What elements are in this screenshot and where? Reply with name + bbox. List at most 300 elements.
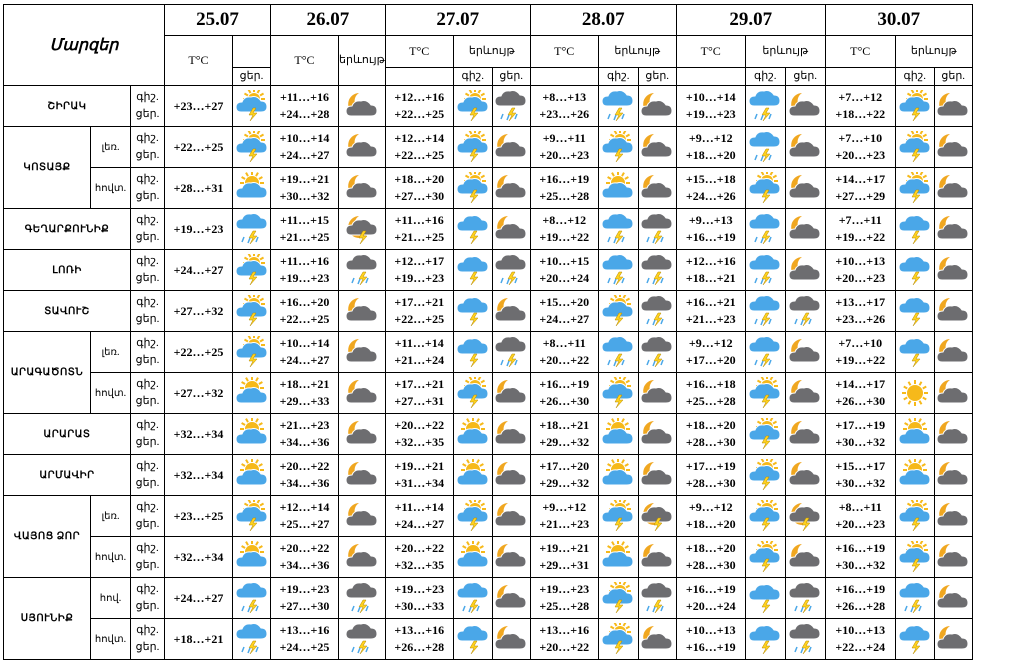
- temp-cell: [676, 168, 745, 209]
- day-temp: +22…+25: [394, 107, 445, 121]
- day-temp: +24…+27: [279, 148, 330, 162]
- day-temp: +19…+22: [835, 230, 886, 244]
- night-label: գիշ.: [136, 91, 159, 103]
- moon-cloud-icon: [640, 131, 674, 163]
- day-temp: +23…+26: [835, 312, 886, 326]
- date-header: 27.07: [385, 5, 530, 36]
- table-row: [4, 86, 973, 127]
- temp-cell: [530, 496, 598, 537]
- day-header: ցեր.: [785, 68, 825, 86]
- icon-cell: [492, 455, 530, 496]
- day-temp: +32…+35: [394, 558, 445, 572]
- day-temp: +30…+32: [835, 435, 886, 449]
- sun-cloud-icon: [235, 172, 269, 204]
- icon-cell: [895, 250, 934, 291]
- night-temp: +17…+20: [539, 459, 590, 473]
- icon-cell: [339, 496, 386, 537]
- day-temp: +19…+23: [394, 271, 445, 285]
- storm-icon: [898, 295, 932, 327]
- cond-header: երևույթ: [339, 36, 386, 86]
- night-temp: +17…+21: [394, 295, 445, 309]
- cloud-storm-icon: [345, 623, 379, 655]
- icon-cell: [638, 455, 676, 496]
- icon-cell: [785, 455, 825, 496]
- day-temp: +21…+24: [394, 353, 445, 367]
- sun-cloud-icon: [601, 172, 635, 204]
- night-label: գիշ.: [136, 378, 159, 390]
- icon-cell: [934, 414, 972, 455]
- moon-cloud-icon: [494, 623, 528, 655]
- day-temp: +20…+23: [835, 148, 886, 162]
- moon-cloud-icon: [936, 623, 970, 655]
- temp-cell: +28…+31: [165, 168, 233, 209]
- moon-storm-icon: [640, 500, 674, 532]
- icon-cell: [598, 291, 638, 332]
- day-temp: +22…+25: [394, 312, 445, 326]
- icon-cell: [934, 537, 972, 578]
- night-temp: +19…+23: [394, 582, 445, 596]
- icon-cell: [785, 414, 825, 455]
- sun-storm-icon: [898, 90, 932, 122]
- day-temp: +30…+32: [835, 476, 886, 490]
- moon-cloud-icon: [788, 459, 822, 491]
- moon-cloud-icon: [788, 541, 822, 573]
- night-temp: +8…+11: [838, 500, 882, 514]
- icon-cell: [934, 578, 972, 619]
- night-temp: +10…+14: [279, 131, 330, 145]
- cloud-storm-icon: [345, 254, 379, 286]
- rain-icon: [748, 336, 782, 368]
- table-row: [4, 250, 973, 291]
- rain-icon: [456, 582, 490, 614]
- day-temp: +21…+25: [394, 230, 445, 244]
- temp-header: T°C: [271, 36, 339, 86]
- sun-cloud-icon: [235, 418, 269, 450]
- temp-cell: [825, 537, 895, 578]
- icon-cell: [492, 332, 530, 373]
- storm-icon: [748, 623, 782, 655]
- night-label: գիշ.: [136, 337, 159, 349]
- sun-storm-icon: [748, 418, 782, 450]
- day-temp: +21…+25: [279, 230, 330, 244]
- moon-cloud-icon: [788, 213, 822, 245]
- night-day-label: [131, 168, 165, 209]
- icon-cell: [453, 537, 492, 578]
- icon-cell: [934, 168, 972, 209]
- day-temp: +23…+26: [539, 107, 590, 121]
- icon-cell: [895, 537, 934, 578]
- cloud-storm-icon: [640, 582, 674, 614]
- icon-cell: [598, 332, 638, 373]
- temp-cell: [530, 127, 598, 168]
- icon-cell: [785, 250, 825, 291]
- moon-cloud-icon: [345, 459, 379, 491]
- day-temp: +24…+28: [279, 107, 330, 121]
- storm-icon: [748, 582, 782, 614]
- icon-cell: [453, 455, 492, 496]
- weather-forecast-table: [3, 4, 973, 660]
- date-header: 26.07: [271, 5, 386, 36]
- night-temp: +13…+16: [539, 623, 590, 637]
- zone-label: հովտ.: [91, 619, 131, 660]
- icon-cell: [745, 455, 785, 496]
- night-day-label: [131, 619, 165, 660]
- temp-cell: [271, 373, 339, 414]
- moon-cloud-icon: [345, 90, 379, 122]
- night-temp: +10…+14: [279, 336, 330, 350]
- day-temp: +28…+30: [685, 435, 736, 449]
- day-label: ցեր.: [135, 395, 160, 407]
- night-temp: +7…+12: [838, 90, 883, 104]
- moon-cloud-icon: [936, 418, 970, 450]
- icon-cell: [934, 332, 972, 373]
- rain-icon: [235, 582, 269, 614]
- icon-cell: [745, 414, 785, 455]
- temp-cell: [385, 86, 453, 127]
- temp-cell: [825, 373, 895, 414]
- temp-cell: [825, 619, 895, 660]
- night-temp: +17…+19: [685, 459, 736, 473]
- temp-cell: [385, 455, 453, 496]
- sun-cloud-icon: [235, 459, 269, 491]
- day-label: ցեր.: [135, 436, 160, 448]
- table-row: [4, 373, 973, 414]
- cloud-storm-icon: [640, 336, 674, 368]
- sun-storm-icon: [456, 500, 490, 532]
- temp-cell: +27…+32: [165, 291, 233, 332]
- region-name: ԿՈՏԱՅՔ: [4, 127, 91, 209]
- night-temp: +19…+21: [394, 459, 445, 473]
- day-temp: +22…+25: [394, 148, 445, 162]
- night-temp: +11…+14: [394, 336, 444, 350]
- sun-storm-icon: [898, 131, 932, 163]
- temp-cell: [676, 496, 745, 537]
- temp-cell: +32…+34: [165, 414, 233, 455]
- icon-cell: [745, 619, 785, 660]
- moon-cloud-icon: [345, 295, 379, 327]
- day-temp: +25…+28: [685, 394, 736, 408]
- day-temp: +25…+28: [539, 189, 590, 203]
- icon-cell: [339, 455, 386, 496]
- night-temp: +9…+13: [688, 213, 733, 227]
- icon-cell: [934, 209, 972, 250]
- region-name: ԳԵՂԱՐՔՈՒՆԻՔ: [4, 209, 131, 250]
- night-temp: +15…+20: [539, 295, 590, 309]
- zone-label: լեռ.: [91, 332, 131, 373]
- temp-header: T°C: [676, 36, 745, 68]
- day-header: ցեր.: [233, 68, 271, 86]
- sun-storm-icon: [898, 541, 932, 573]
- zone-label: հովտ.: [91, 373, 131, 414]
- moon-cloud-icon: [494, 418, 528, 450]
- icon-cell: [638, 86, 676, 127]
- day-label: ցեր.: [135, 190, 160, 202]
- region-name: ԱՐԱՐԱՏ: [4, 414, 131, 455]
- icon-cell: [339, 127, 386, 168]
- icon-cell: [339, 373, 386, 414]
- sun-storm-icon: [748, 172, 782, 204]
- temp-cell: [385, 537, 453, 578]
- temp-cell: [676, 250, 745, 291]
- icon-cell: [492, 250, 530, 291]
- icon-cell: [785, 496, 825, 537]
- temp-cell: [385, 209, 453, 250]
- temp-cell: [530, 537, 598, 578]
- night-day-label: [131, 127, 165, 168]
- icon-cell: [745, 127, 785, 168]
- temp-cell: [530, 455, 598, 496]
- sun-storm-icon: [235, 295, 269, 327]
- sun-cloud-icon: [601, 541, 635, 573]
- date-header: 29.07: [676, 5, 825, 36]
- temp-cell: [385, 578, 453, 619]
- moon-cloud-icon: [494, 541, 528, 573]
- icon-cell: [895, 168, 934, 209]
- icon-cell: [895, 291, 934, 332]
- temp-cell: [385, 619, 453, 660]
- moon-cloud-icon: [494, 500, 528, 532]
- icon-cell: [638, 619, 676, 660]
- night-day-label: [131, 455, 165, 496]
- icon-cell: [233, 86, 271, 127]
- temp-cell: [385, 250, 453, 291]
- cloud-storm-icon: [345, 582, 379, 614]
- night-temp: +9…+12: [688, 131, 733, 145]
- day-temp: +20…+22: [539, 640, 590, 654]
- sun-storm-icon: [235, 90, 269, 122]
- icon-cell: [492, 127, 530, 168]
- night-temp: +19…+23: [279, 582, 330, 596]
- sun-cloud-icon: [898, 418, 932, 450]
- day-temp: +24…+26: [685, 189, 736, 203]
- night-temp: +13…+16: [394, 623, 445, 637]
- icon-cell: [934, 619, 972, 660]
- day-temp: +26…+30: [835, 394, 886, 408]
- icon-cell: [598, 496, 638, 537]
- day-temp: +18…+22: [835, 107, 886, 121]
- temp-cell: [271, 619, 339, 660]
- icon-cell: [339, 619, 386, 660]
- table-row: [4, 332, 973, 373]
- night-day-label: [131, 291, 165, 332]
- temp-cell: [825, 578, 895, 619]
- night-temp: +19…+21: [539, 541, 590, 555]
- icon-cell: [895, 496, 934, 537]
- moon-cloud-icon: [788, 172, 822, 204]
- night-temp: +16…+20: [279, 295, 330, 309]
- empty-header: [530, 68, 598, 86]
- temp-header: T°C: [385, 36, 453, 68]
- moon-cloud-icon: [936, 541, 970, 573]
- icon-cell: [453, 250, 492, 291]
- region-name: ԼՈՌԻ: [4, 250, 131, 291]
- night-temp: +9…+12: [542, 500, 587, 514]
- sun-cloud-icon: [601, 459, 635, 491]
- storm-icon: [898, 623, 932, 655]
- icon-cell: [339, 209, 386, 250]
- icon-cell: [492, 291, 530, 332]
- day-temp: +22…+25: [279, 312, 330, 326]
- temp-cell: [271, 250, 339, 291]
- icon-cell: [453, 332, 492, 373]
- day-temp: +16…+19: [685, 230, 736, 244]
- day-header: ցեր.: [638, 68, 676, 86]
- empty-header: [385, 68, 453, 86]
- day-header: ցեր.: [934, 68, 972, 86]
- temp-cell: [676, 455, 745, 496]
- icon-cell: [233, 414, 271, 455]
- night-day-label: [131, 578, 165, 619]
- cond-header: [233, 36, 271, 68]
- icon-cell: [785, 332, 825, 373]
- icon-cell: [339, 250, 386, 291]
- icon-cell: [339, 537, 386, 578]
- sun-storm-icon: [748, 377, 782, 409]
- temp-cell: [676, 209, 745, 250]
- cond-header: երևույթ: [453, 36, 530, 68]
- day-temp: +19…+23: [279, 271, 330, 285]
- icon-cell: [233, 291, 271, 332]
- icon-cell: [453, 168, 492, 209]
- sun-storm-icon: [235, 500, 269, 532]
- day-temp: +28…+30: [685, 476, 736, 490]
- icon-cell: [638, 250, 676, 291]
- night-temp: +18…+20: [685, 541, 736, 555]
- icon-cell: [492, 496, 530, 537]
- sun-storm-icon: [456, 172, 490, 204]
- sun-cloud-icon: [601, 418, 635, 450]
- cloud-storm-icon: [494, 90, 528, 122]
- day-temp: +26…+28: [835, 599, 886, 613]
- night-temp: +16…+19: [835, 541, 886, 555]
- moon-cloud-icon: [345, 131, 379, 163]
- icon-cell: [785, 291, 825, 332]
- night-temp: +18…+20: [394, 172, 445, 186]
- night-temp: +16…+19: [835, 582, 886, 596]
- temp-cell: [530, 332, 598, 373]
- temp-header: T°C: [530, 36, 598, 68]
- cloud-storm-icon: [788, 295, 822, 327]
- moon-cloud-icon: [345, 377, 379, 409]
- sun-cloud-icon: [235, 541, 269, 573]
- icon-cell: [895, 86, 934, 127]
- icon-cell: [233, 619, 271, 660]
- night-label: գիշ.: [136, 296, 159, 308]
- moon-cloud-icon: [640, 172, 674, 204]
- day-temp: +27…+30: [394, 189, 445, 203]
- temp-cell: [530, 373, 598, 414]
- night-temp: +12…+16: [394, 90, 445, 104]
- icon-cell: [453, 291, 492, 332]
- date-header: 28.07: [530, 5, 676, 36]
- day-label: ցեր.: [135, 108, 160, 120]
- moon-cloud-icon: [494, 213, 528, 245]
- storm-icon: [456, 623, 490, 655]
- temp-cell: [530, 291, 598, 332]
- sun-cloud-icon: [456, 418, 490, 450]
- day-temp: +34…+36: [279, 476, 330, 490]
- night-temp: +18…+21: [279, 377, 330, 391]
- temp-header: T°C: [825, 36, 895, 68]
- temp-cell: [530, 619, 598, 660]
- temp-cell: [825, 250, 895, 291]
- icon-cell: [745, 578, 785, 619]
- night-temp: +20…+22: [279, 459, 330, 473]
- day-temp: +26…+28: [394, 640, 445, 654]
- rain-icon: [748, 90, 782, 122]
- table-row: [4, 619, 973, 660]
- temp-cell: [385, 414, 453, 455]
- icon-cell: [638, 373, 676, 414]
- icon-cell: [233, 250, 271, 291]
- moon-cloud-icon: [345, 336, 379, 368]
- date-header: 25.07: [165, 5, 271, 36]
- moon-cloud-icon: [494, 459, 528, 491]
- table-row: [4, 496, 973, 537]
- moon-cloud-icon: [936, 582, 970, 614]
- night-temp: +10…+14: [685, 90, 736, 104]
- day-label: ցեր.: [135, 600, 160, 612]
- icon-cell: [895, 578, 934, 619]
- temp-cell: [825, 496, 895, 537]
- sun-storm-icon: [456, 131, 490, 163]
- empty-header: [676, 68, 745, 86]
- night-header: գիշ.: [453, 68, 492, 86]
- regions-header: Մարզեր: [4, 5, 165, 86]
- table-row: [4, 455, 973, 496]
- temp-cell: [385, 332, 453, 373]
- icon-cell: [745, 537, 785, 578]
- icon-cell: [785, 168, 825, 209]
- icon-cell: [638, 291, 676, 332]
- moon-cloud-icon: [936, 131, 970, 163]
- icon-cell: [934, 291, 972, 332]
- icon-cell: [745, 168, 785, 209]
- day-temp: +25…+28: [539, 599, 590, 613]
- night-temp: +21…+23: [279, 418, 330, 432]
- icon-cell: [339, 168, 386, 209]
- temp-cell: [271, 209, 339, 250]
- icon-cell: [453, 496, 492, 537]
- rain-icon: [601, 254, 635, 286]
- temp-cell: +19…+23: [165, 209, 233, 250]
- night-temp: +19…+23: [539, 582, 590, 596]
- night-header: գիշ.: [895, 68, 934, 86]
- night-temp: +9…+12: [688, 500, 733, 514]
- region-name: ԱՐՄԱՎԻՐ: [4, 455, 131, 496]
- day-label: ցեր.: [135, 518, 160, 530]
- icon-cell: [492, 414, 530, 455]
- night-temp: +14…+17: [835, 172, 886, 186]
- icon-cell: [785, 86, 825, 127]
- temp-cell: [825, 414, 895, 455]
- icon-cell: [895, 332, 934, 373]
- moon-cloud-icon: [345, 418, 379, 450]
- region-name: ԱՐԱԳԱԾՈՏՆ: [4, 332, 91, 414]
- night-temp: +12…+14: [279, 500, 330, 514]
- night-label: գիշ.: [136, 214, 159, 226]
- temp-cell: +23…+27: [165, 86, 233, 127]
- icon-cell: [492, 578, 530, 619]
- icon-cell: [492, 86, 530, 127]
- night-label: գիշ.: [136, 255, 159, 267]
- icon-cell: [785, 373, 825, 414]
- temp-cell: [271, 496, 339, 537]
- icon-cell: [895, 414, 934, 455]
- day-temp: +19…+23: [685, 107, 736, 121]
- rain-icon: [748, 213, 782, 245]
- night-temp: +13…+17: [835, 295, 886, 309]
